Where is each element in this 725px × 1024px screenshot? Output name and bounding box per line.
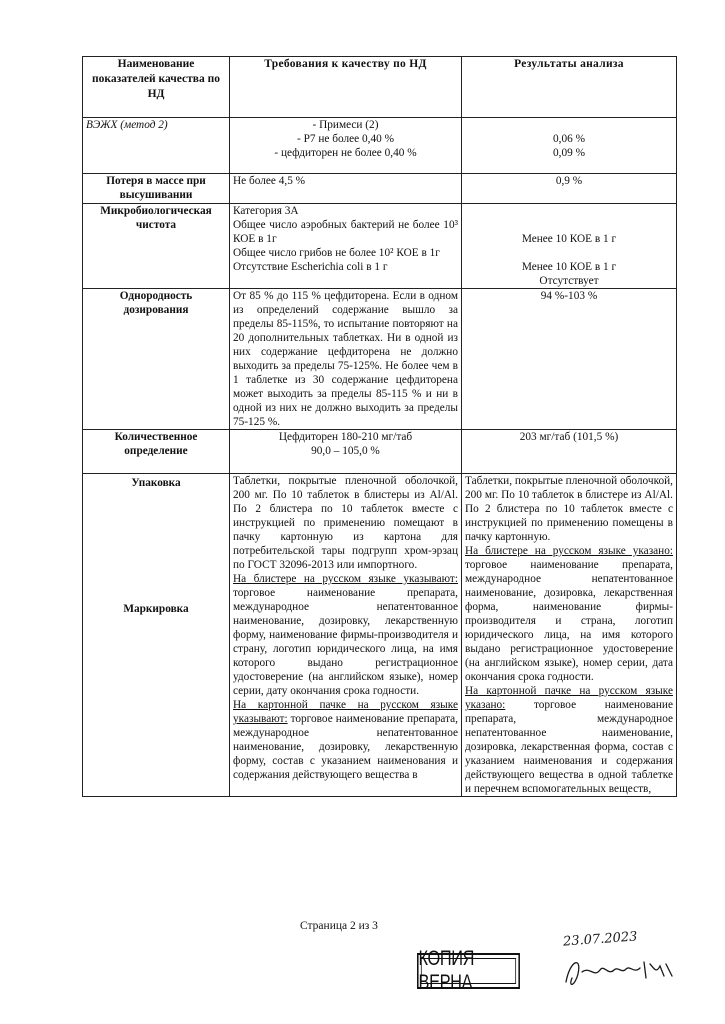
micro-res-ecoli: Отсутствует xyxy=(539,275,599,287)
table-row xyxy=(83,204,677,289)
handwritten-date: 23.07.2023 xyxy=(562,929,638,950)
header-indicator-name: Наименование показателей качества по НД xyxy=(83,57,230,118)
hplc-res-line: 0,06 % xyxy=(552,133,585,145)
assay-req-percent: 90,0 – 105,0 % xyxy=(311,445,380,457)
table-row xyxy=(83,174,677,204)
table-row xyxy=(83,430,677,474)
row-req-assay xyxy=(230,430,462,474)
micro-req-bacteria: Общее число аэробных бактерий не более 10³ КОЕ в 1г xyxy=(233,219,458,245)
marking-res-carton xyxy=(465,684,673,796)
marking-req-blister xyxy=(233,572,458,698)
table-row xyxy=(83,289,677,430)
micro-req-category: Категория 3А xyxy=(233,205,299,217)
stamp-inner-border xyxy=(421,958,516,984)
row-name-hplc: ВЭЖХ (метод 2) xyxy=(83,118,230,174)
marking-res-carton-text: торговое наименование препарата, международное непатентованное наименование, дозировка, лекарственная форма, состав с указанием наименования и содержания действующего вещества в одной таблетке и перечнем вспомогательных веществ, xyxy=(465,699,673,795)
hplc-res-line: 0,09 % xyxy=(552,147,585,159)
marking-req-blister-heading: На блистере на русском языке указывают: xyxy=(233,573,458,585)
row-name-uniformity: Однородность дозирования xyxy=(83,289,230,430)
marking-res-carton-heading: На картонной пачке на русском языке указано: xyxy=(465,685,673,711)
assay-req-range: Цефдиторен 180-210 мг/таб xyxy=(278,431,413,443)
signature-icon xyxy=(560,952,680,990)
marking-res-blister-heading: На блистере на русском языке указано: xyxy=(465,545,673,557)
marking-label: Маркировка xyxy=(123,603,189,615)
row-req-packaging-marking xyxy=(230,474,462,797)
row-res-assay: 203 мг/таб (101,5 %) xyxy=(462,430,677,474)
hplc-req-line: - Примеси (2) xyxy=(312,119,379,131)
quality-table xyxy=(82,56,677,797)
micro-res-fungi: Менее 10 КОЕ в 1 г xyxy=(521,261,617,273)
row-res-packaging-marking xyxy=(462,474,677,797)
row-name-micro: Микробиологическая чистота xyxy=(83,204,230,289)
page-number: Страница 2 из 3 xyxy=(300,920,378,932)
marking-req-carton-text: торговое наименование препарата, международное непатентованное наименование, дозировку, лекарственную форму, состав с указанием наименования и содержания действующего вещества в xyxy=(233,713,458,781)
micro-req-fungi: Общее число грибов не более 10² КОЕ в 1г xyxy=(233,247,440,259)
packaging-req-text: Таблетки, покрытые пленочной оболочкой, 200 мг. По 10 таблеток в блистеры из Al/Al. По 2 блистера по 10 таблеток вместе с инструкцией по применению помещают в пачку картонную из картона для потребительской тары подгрупп хром-эрзац по ГОСТ 32096-2013 или импортного. xyxy=(233,475,458,571)
header-results: Результаты анализа xyxy=(462,57,677,118)
hplc-req-line: - цефдиторен не более 0,40 % xyxy=(274,147,417,159)
row-req-micro xyxy=(230,204,462,289)
hplc-req-line: - Р7 не более 0,40 % xyxy=(297,133,394,145)
marking-res-blister xyxy=(465,544,673,684)
table-row xyxy=(83,118,677,174)
marking-req-carton xyxy=(233,698,458,782)
row-req-lod: Не более 4,5 % xyxy=(230,174,462,204)
packaging-res-text: Таблетки, покрытые пленочной оболочкой, 200 мг. По 10 таблеток в блистере из Al/Al. По 2 блистера по 10 таблеток вместе с инструкцией по применению помещены в пачку картонную. xyxy=(465,475,674,543)
table-row xyxy=(83,474,677,797)
table-header-row xyxy=(83,57,677,118)
header-requirements: Требования к качеству по НД xyxy=(230,57,462,118)
micro-req-ecoli: Отсутствие Escherichia coli в 1 г xyxy=(233,261,388,273)
stamp-text: КОПИЯ ВЕРНА xyxy=(418,947,475,994)
micro-res-bacteria: Менее 10 КОЕ в 1 г xyxy=(521,233,617,245)
row-req-uniformity: От 85 % до 115 % цефдиторена. Если в одном из определений содержание вышло за пределы 85-115%, то испытание повторяют на 20 дополнительных таблетках. Ни в одной из них содержание цефдиторена не должно выходить за пределы 75-125%. Не более чем в 1 таблетке из 30 содержание цефдиторена может выходить за пределы 85-115 % и ни в одной из них не должно выходить за пределы 75-125 %. xyxy=(230,289,462,430)
marking-res-blister-text: торговое наименование препарата, международное непатентованное наименование, дозировка, лекарственная форма, наименование фирмы-производителя и страна, логотип юридического лица, на имя которого выдано регистрационное удостоверение (на английском языке), номер серии, дата окончания срока годности. xyxy=(465,559,673,683)
row-name-lod: Потеря в массе при высушивании xyxy=(83,174,230,204)
row-res-micro xyxy=(462,204,677,289)
row-name-assay: Количественное определение xyxy=(83,430,230,474)
row-res-uniformity: 94 %-103 % xyxy=(462,289,677,430)
copy-certified-stamp xyxy=(417,947,520,994)
row-res-hplc xyxy=(462,118,677,174)
row-res-lod: 0,9 % xyxy=(462,174,677,204)
row-name-packaging-marking xyxy=(83,474,230,797)
row-req-hplc xyxy=(230,118,462,174)
packaging-label: Упаковка xyxy=(131,477,181,489)
marking-req-carton-heading: На картонной пачке на русском языке указывают: xyxy=(233,699,458,725)
marking-req-blister-text: торговое наименование препарата, международное непатентованное наименование, дозировку, лекарственную форму, наименование фирмы-производителя и страну, логотип юридического лица, на имя которого выдано регистрационное удостоверение (на английском языке), номер серии, дату окончания срока годности. xyxy=(233,587,458,697)
